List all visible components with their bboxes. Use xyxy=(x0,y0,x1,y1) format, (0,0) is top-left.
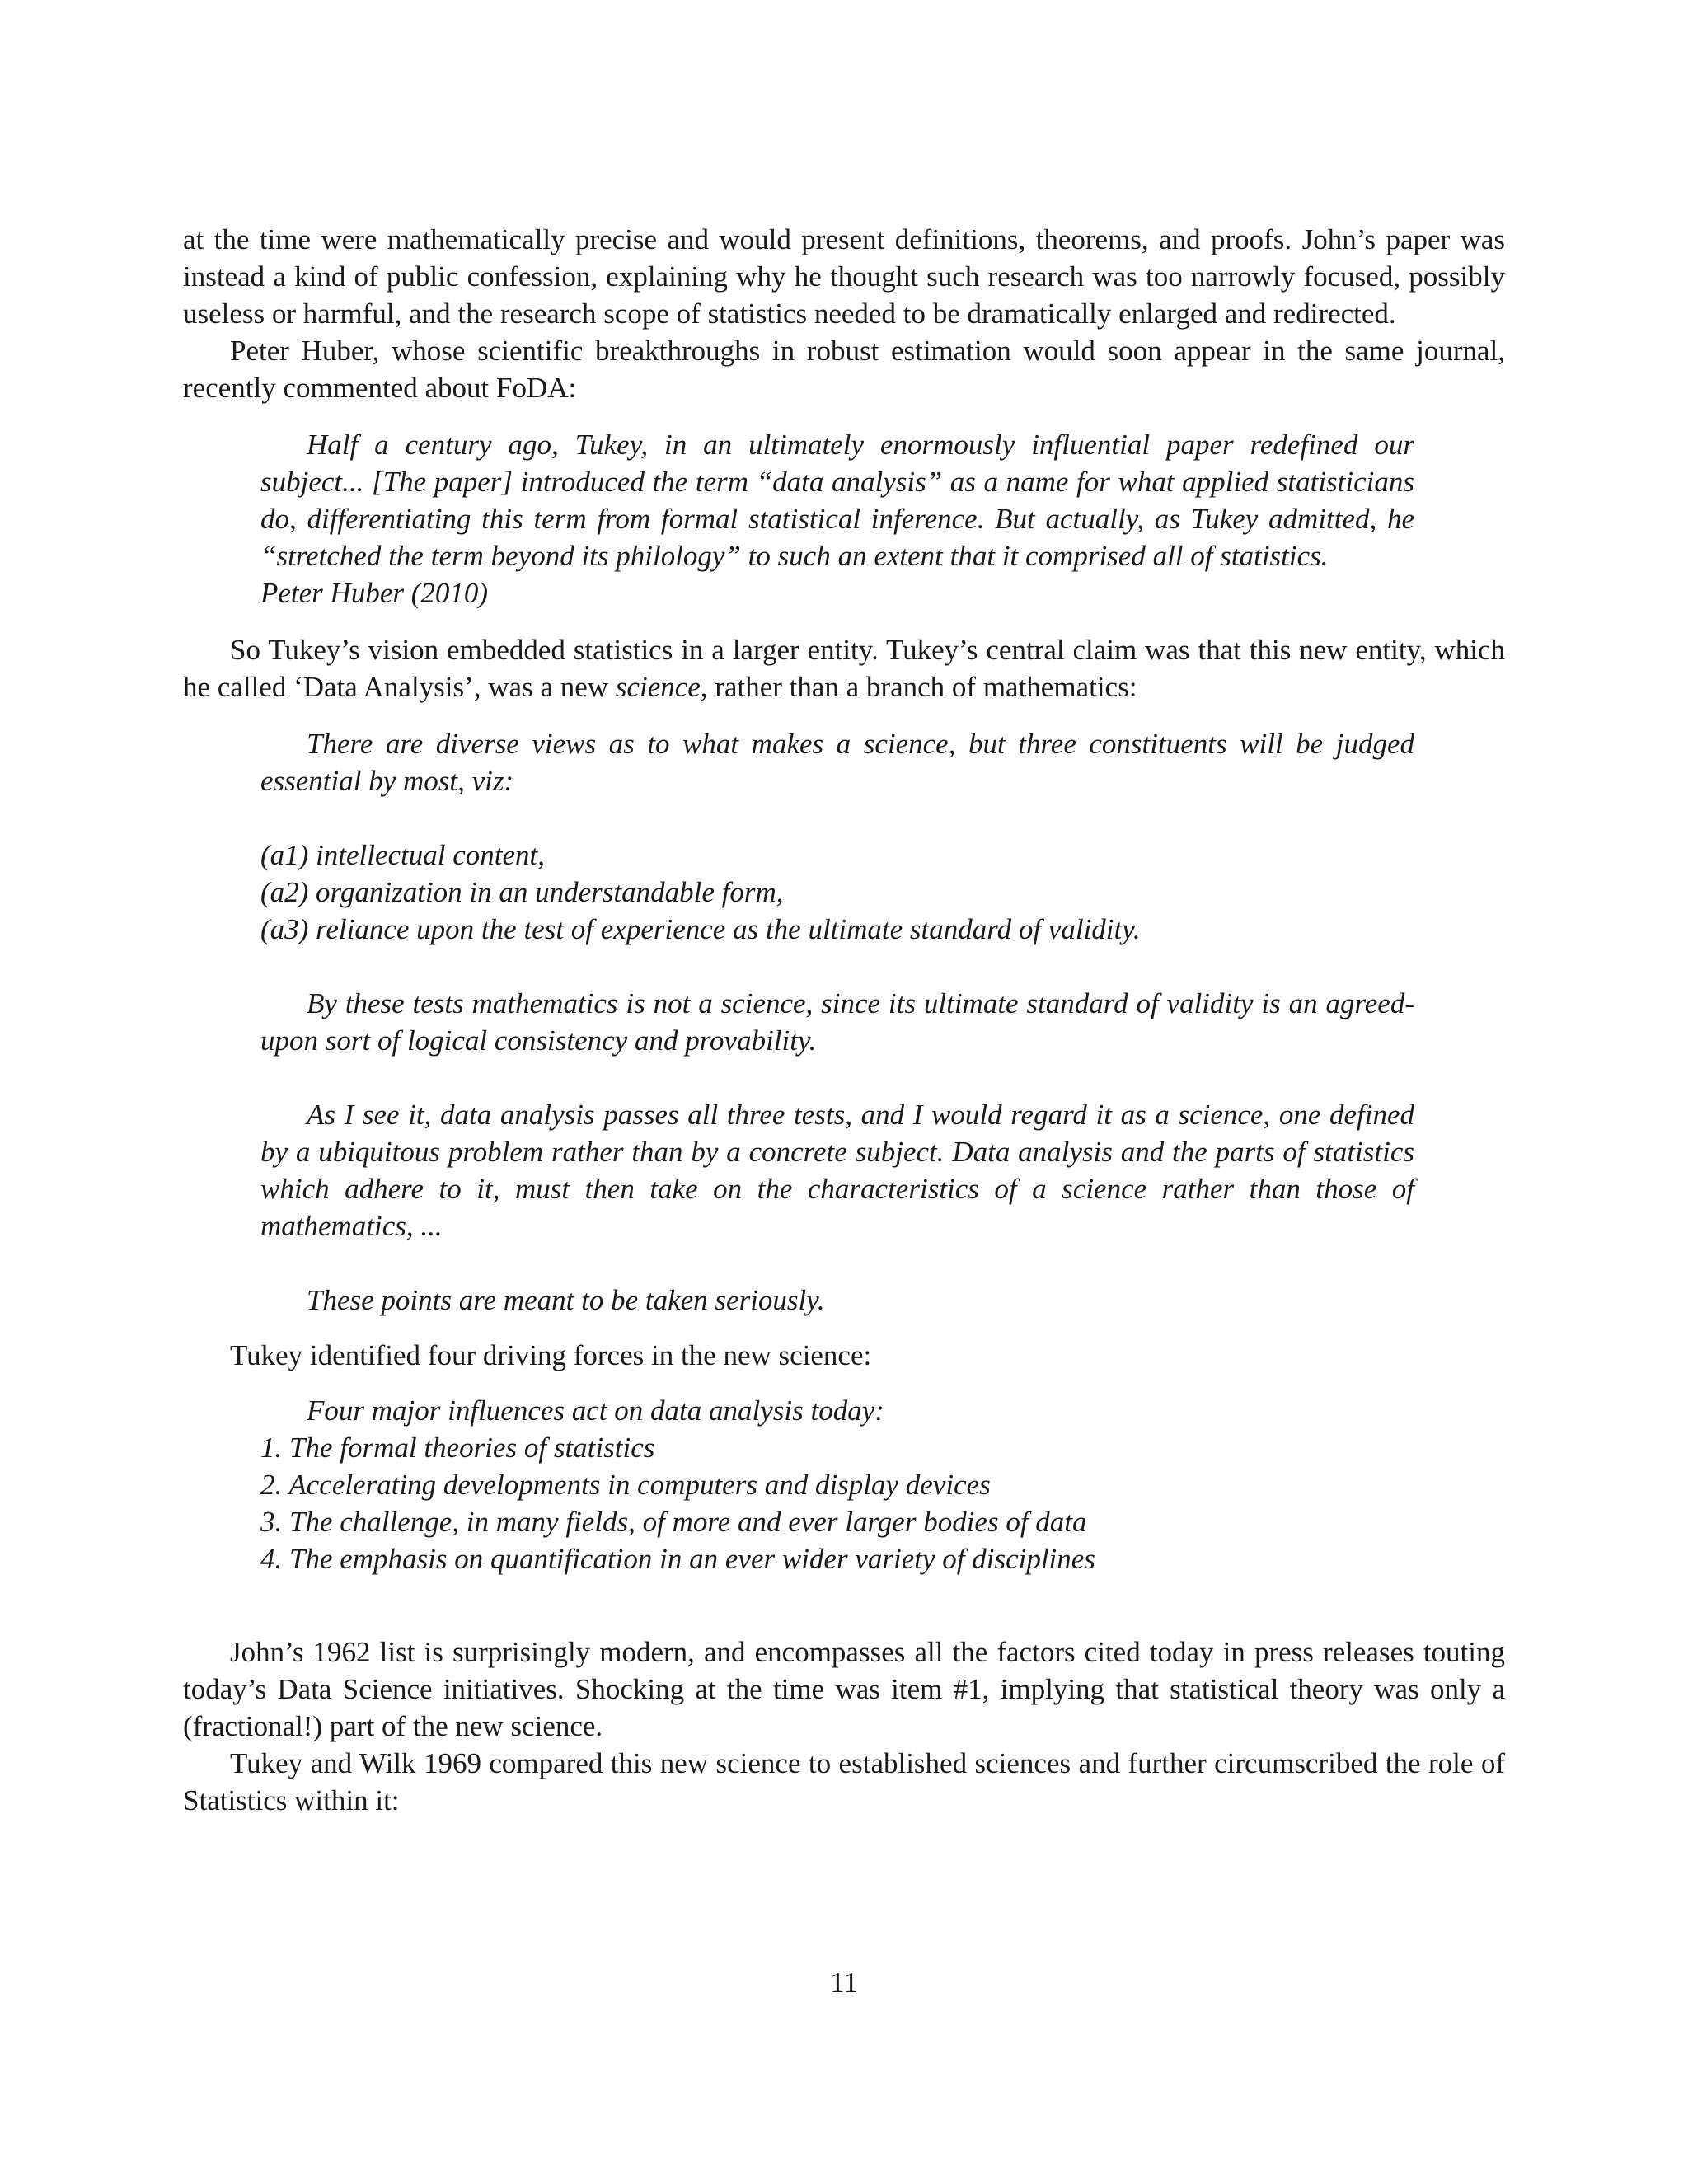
huber-quote-text: Half a century ago, Tukey, in an ultimately enormously influential paper redefined our subject... [The paper] introduced the term “data analysis” as a name for what applied statisticians do, differentiating this term from formal statistical inference. But actually, as Tukey admitted, he “stretched the term beyond its philology” to such an extent that it comprised all of statistics. xyxy=(260,429,1414,572)
paragraph-4: Tukey identified four driving forces in the new science: xyxy=(230,1339,872,1371)
huber-quote-attribution: Peter Huber (2010) xyxy=(260,577,489,609)
list-item: (a1) intellectual content, xyxy=(260,839,546,871)
quote-spacer xyxy=(260,1059,1414,1096)
paragraph-3-after: , rather than a branch of mathematics: xyxy=(700,671,1137,703)
tukey-quote-intro: There are diverse views as to what makes a science, but three constituents will be judged essential by most, viz: xyxy=(260,728,1414,797)
paragraph-1: at the time were mathematically precise and would present definitions, theorems, and proofs. John’s paper was instead a kind of public confession, explaining why he thought such research was too narrowly focused, possibly useless or harmful, and the research scope of statistics needed to be dramatically enlarged and redirected. xyxy=(183,223,1505,330)
paragraph-3 xyxy=(183,631,1505,705)
list-item: 1. The formal theories of statistics xyxy=(260,1432,655,1464)
list-item: (a3) reliance upon the test of experience as the ultimate standard of validity. xyxy=(260,913,1141,945)
tukey-quote-para-2: By these tests mathematics is not a science, since its ultimate standard of validity is an agreed-upon sort of logical consistency and provability. xyxy=(260,987,1414,1057)
paragraph-3-italic: science xyxy=(615,671,701,703)
paragraph-5: John’s 1962 list is surprisingly modern, and encompasses all the factors cited today in press releases touting today’s Data Science initiatives. Shocking at the time was item #1, implying that statistical theory was only a (fractional!) part of the new science. xyxy=(183,1636,1505,1742)
list-item: (a2) organization in an understandable form, xyxy=(260,876,784,908)
page-body xyxy=(183,221,1505,1819)
tukey-quote-para-4: These points are meant to be taken seriously. xyxy=(307,1284,825,1316)
quote-spacer xyxy=(260,799,1414,837)
quote-spacer xyxy=(260,948,1414,985)
influences-intro: Four major influences act on data analysis today: xyxy=(307,1394,884,1427)
list-item: 3. The challenge, in many fields, of more and ever larger bodies of data xyxy=(260,1506,1087,1538)
list-item: 2. Accelerating developments in computers and display devices xyxy=(260,1469,991,1501)
four-influences-quote xyxy=(260,1392,1414,1577)
list-item: 4. The emphasis on quantification in an ever wider variety of disciplines xyxy=(260,1543,1095,1575)
quote-spacer xyxy=(260,1244,1414,1282)
tukey-quote-para-3: As I see it, data analysis passes all three tests, and I would regard it as a science, one defined by a ubiquitous problem rather than by a concrete subject. Data analysis and the parts of statistics which adhere to it, must then take on the characteristics of a science rather than those of mathematics, ... xyxy=(260,1099,1414,1242)
paragraph-2: Peter Huber, whose scientific breakthroughs in robust estimation would soon appear in the same journal, recently commented about FoDA: xyxy=(183,335,1505,404)
page-number: 11 xyxy=(830,1966,858,1999)
tukey-science-quote xyxy=(260,725,1414,1319)
paragraph-6: Tukey and Wilk 1969 compared this new science to established sciences and further circumscribed the role of Statistics within it: xyxy=(183,1747,1505,1816)
huber-quote xyxy=(260,426,1414,612)
paragraph-3-before: So Tukey’s vision embedded statistics in a larger entity. Tukey’s central claim was that this new entity, which he called ‘Data Analysis’, was a new xyxy=(183,634,1505,703)
